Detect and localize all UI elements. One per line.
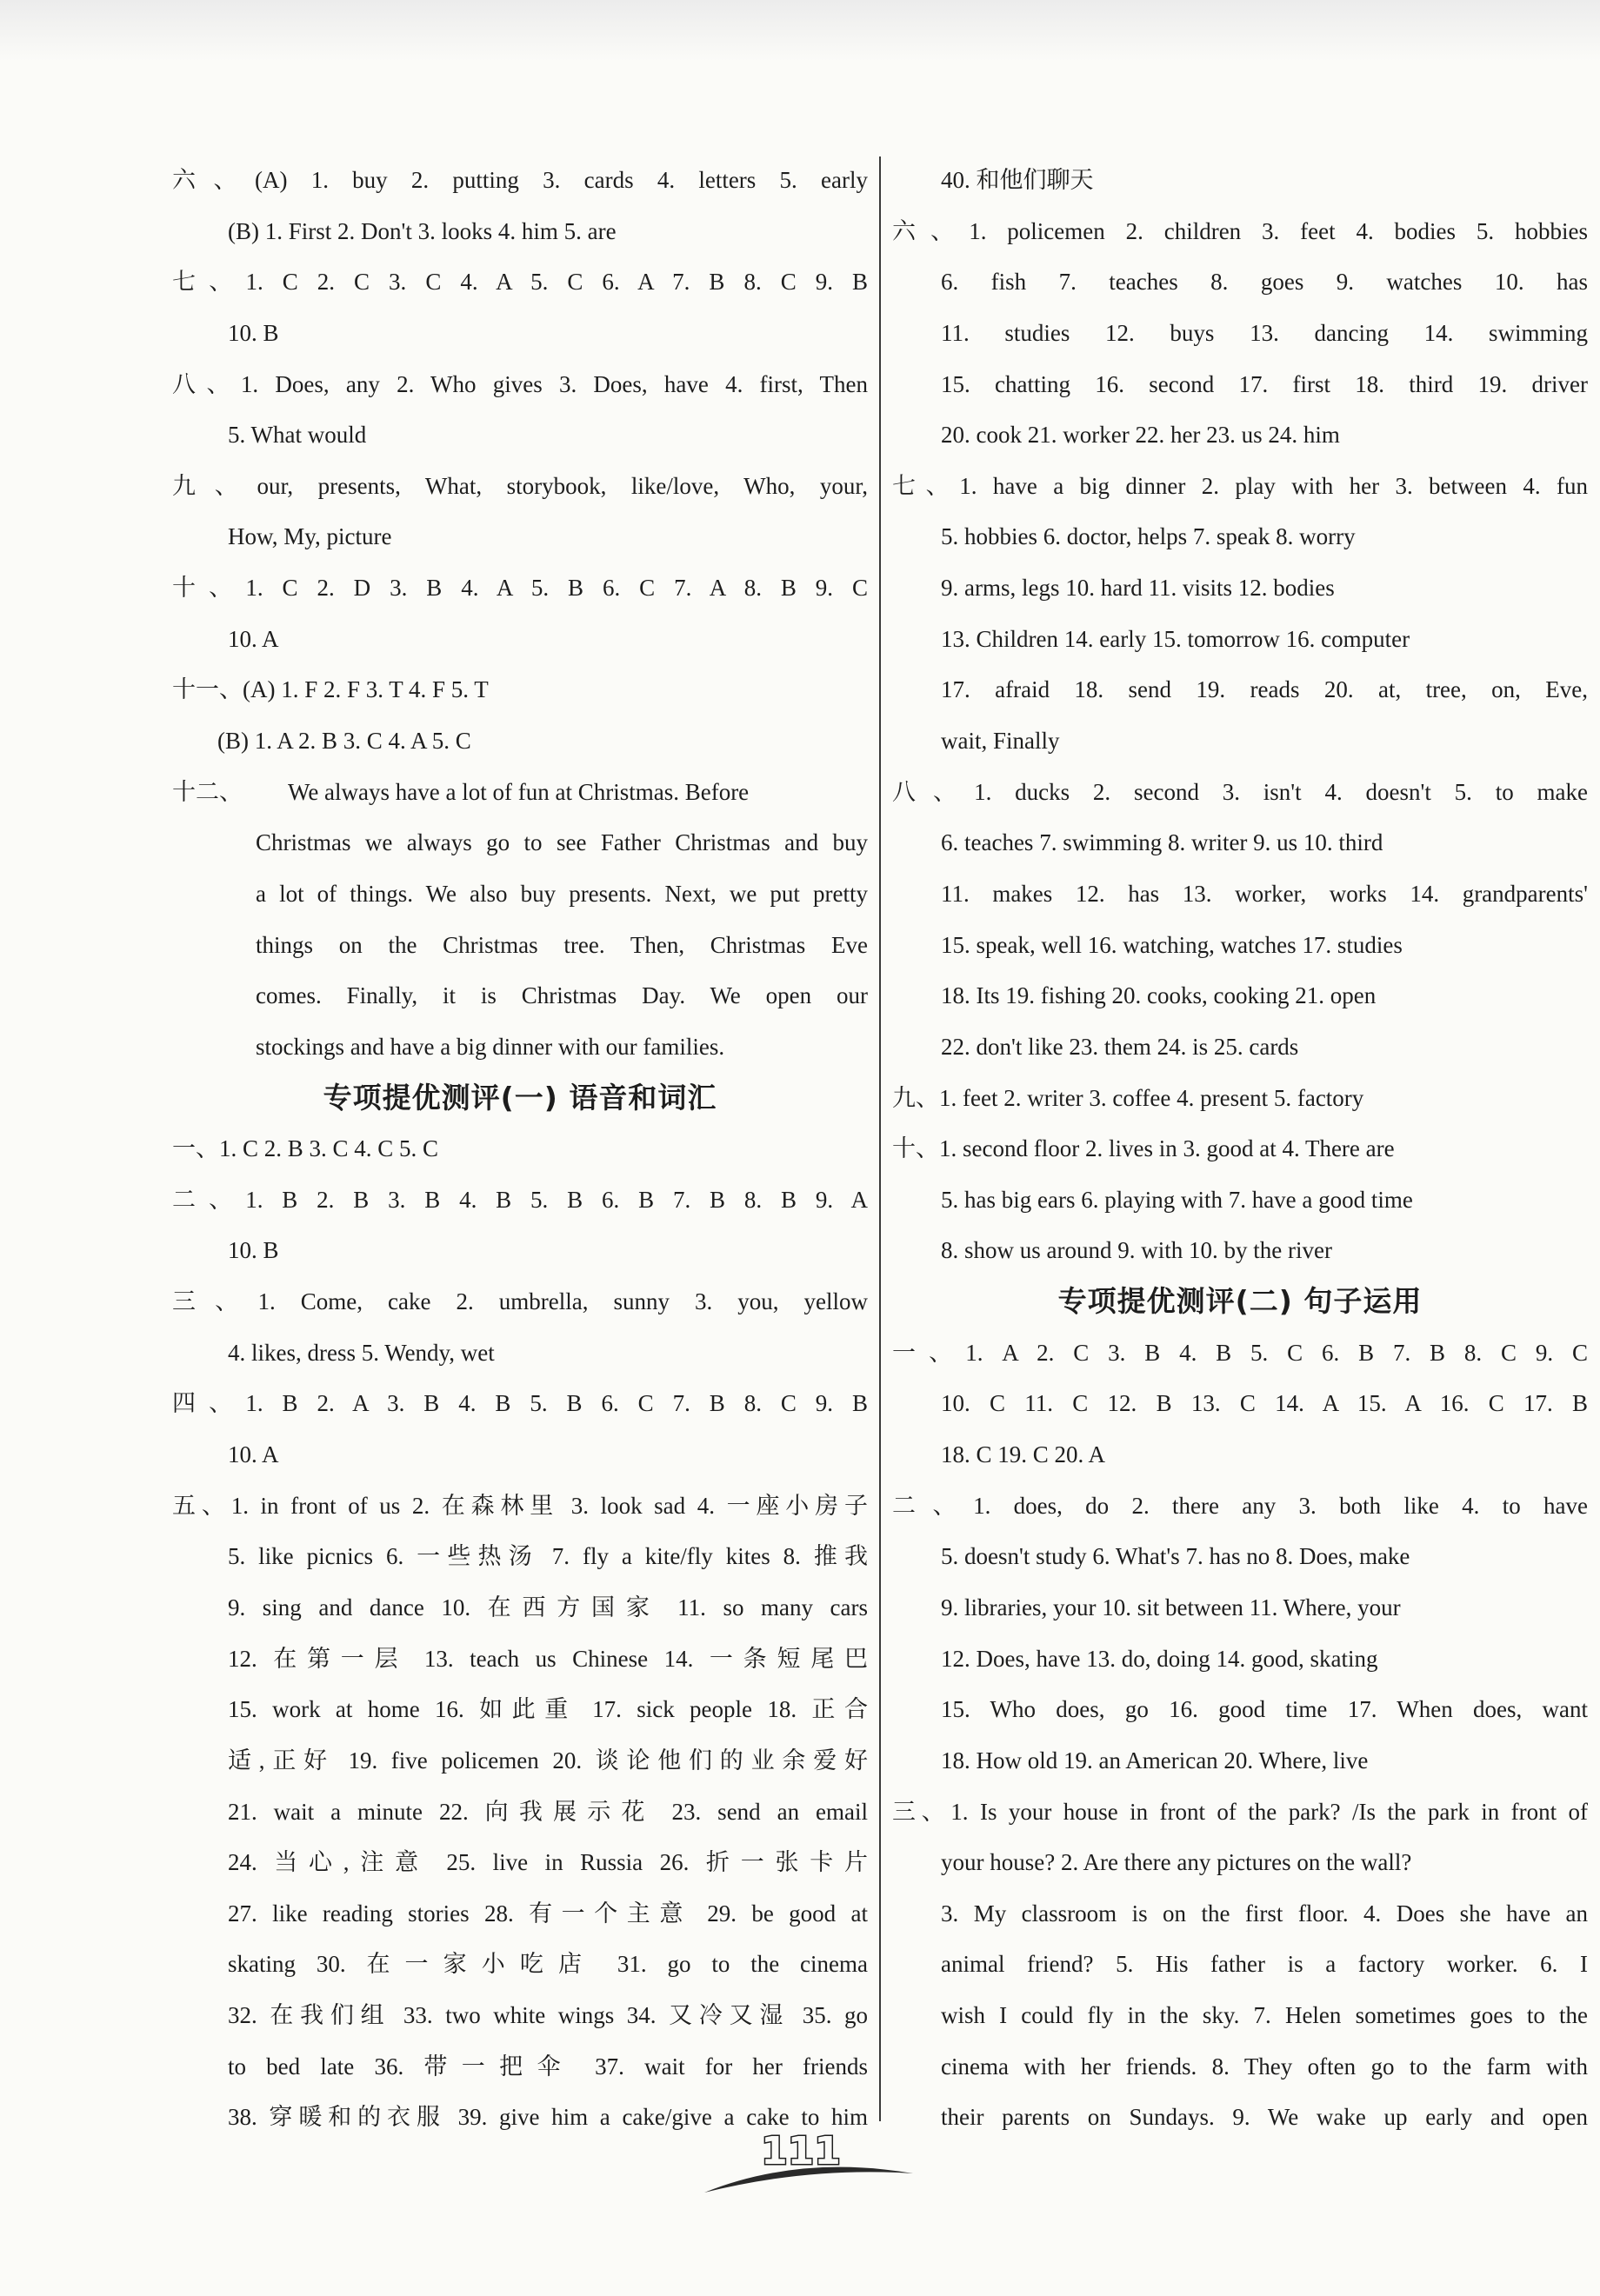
- answer-line: 十、1. second floor 2. lives in 3. good at 4. There are: [892, 1135, 1395, 1162]
- answer-line: How, My, picture: [228, 523, 392, 550]
- left-column: [172, 155, 868, 2143]
- answer-line: 三、1. Come, cake 2. umbrella, sunny 3. you, yellow: [172, 1288, 868, 1315]
- answer-line: 适,正好 19. five policemen 20. 谈论他们的业余爱好: [228, 1747, 868, 1774]
- answer-line: (B) 1. A 2. B 3. C 4. A 5. C: [217, 728, 471, 755]
- answer-line: 18. C 19. C 20. A: [941, 1441, 1106, 1468]
- answer-line: 七、1. have a big dinner 2. play with her 3. between 4. fun: [892, 472, 1588, 499]
- answer-line: 八、1. Does, any 2. Who gives 3. Does, have 4. first, Then: [172, 370, 868, 397]
- answer-line: 七、1. C 2. C 3. C 4. A 5. C 6. A 7. B 8. C 9. B: [172, 269, 868, 296]
- answer-line: 11. makes 12. has 13. worker, works 14. grandparents': [941, 880, 1588, 907]
- answer-line: 15. speak, well 16. watching, watches 17. studies: [941, 931, 1403, 958]
- answer-line: 一、1. C 2. B 3. C 4. C 5. C: [172, 1135, 439, 1162]
- answer-line: 12. Does, have 13. do, doing 14. good, skating: [941, 1645, 1378, 1672]
- answer-line: 18. Its 19. fishing 20. cooks, cooking 21. open: [941, 982, 1377, 1009]
- answer-line: 九、our, presents, What, storybook, like/love, Who, your,: [172, 472, 868, 499]
- answer-line: 三、1. Is your house in front of the park? /Is the park in front of: [892, 1798, 1588, 1825]
- answer-line: their parents on Sundays. 9. We wake up early and open: [941, 2104, 1588, 2131]
- column-divider: [879, 156, 881, 2121]
- essay-line: Christmas we always go to see Father Christmas and buy: [256, 829, 868, 856]
- answer-line: 六、1. policemen 2. children 3. feet 4. bodies 5. hobbies: [892, 217, 1588, 244]
- answer-line: 21. wait a minute 22. 向我展示花 23. send an email: [228, 1798, 868, 1825]
- answer-line: 二、1. B 2. B 3. B 4. B 5. B 6. B 7. B 8. B 9. A: [172, 1186, 868, 1213]
- answer-line: 9. libraries, your 10. sit between 11. Where, your: [941, 1594, 1401, 1621]
- answer-line: 17. afraid 18. send 19. reads 20. at, tree, on, Eve,: [941, 676, 1588, 703]
- answer-line: 6. fish 7. teaches 8. goes 9. watches 10. has: [941, 269, 1588, 296]
- answer-line: 10. C 11. C 12. B 13. C 14. A 15. A 16. C 17. B: [941, 1390, 1588, 1417]
- answer-line: 32. 在我们组 33. two white wings 34. 又冷又湿 35. go: [228, 2002, 868, 2029]
- answer-line: 六、(A) 1. buy 2. putting 3. cards 4. letters 5. early: [172, 167, 868, 193]
- answer-line: 十、1. C 2. D 3. B 4. A 5. B 6. C 7. A 8. B 9. C: [172, 575, 868, 602]
- section-title: 专项提优测评(一) 语音和词汇: [323, 1080, 717, 1115]
- answer-line: 20. cook 21. worker 22. her 23. us 24. him: [941, 422, 1340, 449]
- answer-line: 9. sing and dance 10. 在西方国家 11. so many cars: [228, 1594, 868, 1621]
- answer-line: to bed late 36. 带一把伞 37. wait for her friends: [228, 2053, 868, 2080]
- essay-line: things on the Christmas tree. Then, Christmas Eve: [256, 931, 868, 958]
- answer-line: your house? 2. Are there any pictures on the wall?: [941, 1849, 1412, 1876]
- answer-line: 10. A: [228, 625, 279, 652]
- essay-line: stockings and have a big dinner with our families.: [256, 1033, 725, 1060]
- answer-line: 11. studies 12. buys 13. dancing 14. swimming: [941, 319, 1588, 346]
- answer-line: 6. teaches 7. swimming 8. writer 9. us 10. third: [941, 829, 1383, 856]
- answer-line: 五、1. in front of us 2. 在森林里 3. look sad 4. 一座小房子: [172, 1492, 868, 1519]
- answer-line: 15. chatting 16. second 17. first 18. third 19. driver: [941, 370, 1588, 397]
- answer-line: wish I could fly in the sky. 7. Helen sometimes goes to the: [941, 2002, 1588, 2029]
- answer-line: 4. likes, dress 5. Wendy, wet: [228, 1339, 495, 1366]
- answer-line: (B) 1. First 2. Don't 3. looks 4. him 5. are: [228, 217, 617, 244]
- answer-line: 27. like reading stories 28. 有一个主意 29. be good at: [228, 1900, 868, 1927]
- answer-line: 5. What would: [228, 422, 367, 449]
- section-title: 专项提优测评(二) 句子运用: [1057, 1284, 1423, 1319]
- answer-line: 24. 当心,注意 25. live in Russia 26. 折一张卡片: [228, 1849, 868, 1876]
- answer-line: 5. hobbies 6. doctor, helps 7. speak 8. worry: [941, 523, 1356, 550]
- answer-line: cinema with her friends. 8. They often go to the farm with: [941, 2053, 1588, 2080]
- answer-line: 9. arms, legs 10. hard 11. visits 12. bodies: [941, 575, 1335, 602]
- answer-line: 8. show us around 9. with 10. by the river: [941, 1237, 1332, 1264]
- answer-line: 四、1. B 2. A 3. B 4. B 5. B 6. C 7. B 8. C 9. B: [172, 1390, 868, 1417]
- answer-line: 5. has big ears 6. playing with 7. have a good time: [941, 1186, 1413, 1213]
- scan-top-shade: [0, 0, 1600, 61]
- answer-line: 15. work at home 16. 如此重 17. sick people 18. 正合: [228, 1696, 868, 1723]
- answer-line: 八、1. ducks 2. second 3. isn't 4. doesn't 5. to make: [892, 778, 1588, 805]
- answer-line: 10. B: [228, 1237, 279, 1264]
- answer-line: animal friend? 5. His father is a factory worker. 6. I: [941, 1951, 1588, 1978]
- answer-line: 18. How old 19. an American 20. Where, live: [941, 1747, 1369, 1774]
- answer-line: wait, Finally: [941, 728, 1060, 755]
- answer-line: 22. don't like 23. them 24. is 25. cards: [941, 1033, 1299, 1060]
- essay-line: comes. Finally, it is Christmas Day. We open our: [256, 982, 868, 1009]
- question-number-12: 十二、: [172, 778, 243, 805]
- answer-line: 5. doesn't study 6. What's 7. has no 8. Does, make: [941, 1543, 1410, 1570]
- answer-line: 10. B: [228, 319, 279, 346]
- right-column: [892, 155, 1588, 2143]
- answer-line: 13. Children 14. early 15. tomorrow 16. computer: [941, 625, 1410, 652]
- essay-line: We always have a lot of fun at Christmas. Before: [288, 778, 750, 805]
- answer-line: 38. 穿暖和的衣服 39. give him a cake/give a cake to him: [228, 2104, 868, 2131]
- answer-line: 3. My classroom is on the first floor. 4. Does she have an: [941, 1900, 1588, 1927]
- answer-line: 15. Who does, go 16. good time 17. When does, want: [941, 1696, 1588, 1723]
- page-number: 111: [761, 2129, 841, 2173]
- essay-line: a lot of things. We also buy presents. Next, we put pretty: [256, 880, 868, 907]
- answer-line: 10. A: [228, 1441, 279, 1468]
- answer-line: 十一、(A) 1. F 2. F 3. T 4. F 5. T: [172, 676, 489, 703]
- answer-line: 12. 在第一层 13. teach us Chinese 14. 一条短尾巴: [228, 1645, 868, 1672]
- answer-line: 5. like picnics 6. 一些热汤 7. fly a kite/fly kites 8. 推我: [228, 1543, 868, 1570]
- answer-line: 一、1. A 2. C 3. B 4. B 5. C 6. B 7. B 8. C 9. C: [892, 1339, 1588, 1366]
- answer-line: 40. 和他们聊天: [941, 167, 1094, 193]
- answer-line: 九、1. feet 2. writer 3. coffee 4. present 5. factory: [892, 1084, 1364, 1111]
- answer-line: skating 30. 在一家小吃店 31. go to the cinema: [228, 1951, 868, 1978]
- essay-first-line: [172, 767, 868, 818]
- answer-line: 二、1. does, do 2. there any 3. both like 4. to have: [892, 1492, 1588, 1519]
